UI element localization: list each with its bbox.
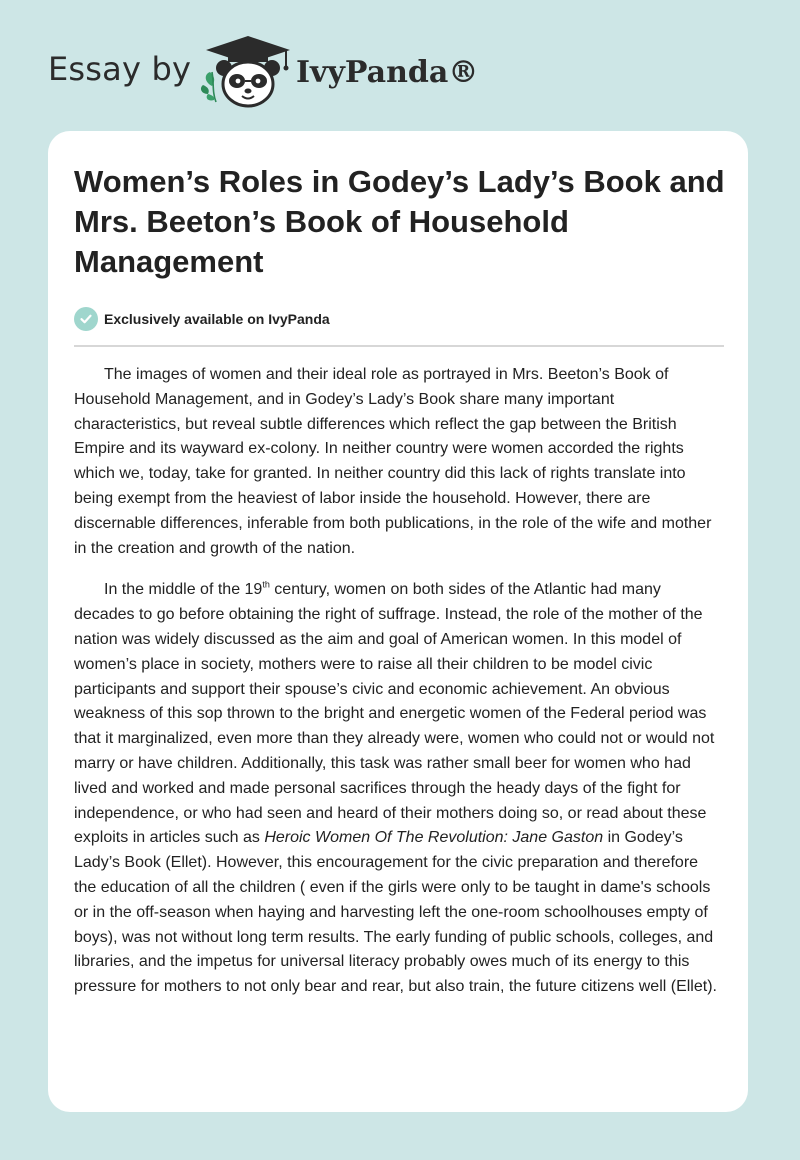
check-circle-icon <box>74 307 98 331</box>
site-header <box>0 0 800 120</box>
brand-name: IvyPanda® <box>296 55 479 90</box>
paragraph-text: in Godey’s Lady’s Book (Ellet). However, this encouragement for the civic preparation and therefore the education of all the children ( even if the girls were only to be taught in dame's schools or in the off-season when haying and harvesting left the one-room schoolhouses empty of boys), was not without long term results. The early funding of public schools, colleges, and libraries, and the impetus for universal literacy probably owes much of its energy to this pressure for mothers to not only bear and rear, but also train, the future citizens well (Ellet). <box>74 829 717 996</box>
exclusive-badge <box>74 306 330 332</box>
badge-label: Exclusively available on IvyPanda <box>104 311 330 327</box>
panda-graduation-cap-icon[interactable] <box>198 34 294 110</box>
divider <box>74 345 724 347</box>
brand-prefix: Essay by <box>48 50 192 88</box>
essay-title: Women’s Roles in Godey’s Lady’s Book and Mrs. Beeton’s Book of Household Management <box>74 164 725 279</box>
paragraph <box>74 578 724 1000</box>
paragraph-text: In the middle of the 19 <box>104 581 263 599</box>
paragraph-text: century, women on both sides of the Atlantic had many decades to go before obtaining the right of suffrage. Instead, the role of the mother of the nation was widely discussed as the aim and goal of American women. In this model of women’s place in society, mothers were to raise all their children to be model civic participants and support their spouse’s civic and economic achievement. An obvious weakness of this sop thrown to the bright and energetic women of the Federal period was that it marginalized, even more than they already were, women who could not or would not marry or have children. Additionally, this task was rather small beer for women who had lived and worked and made personal sacrifices through the heady days of the fight for independence, or who had seen and heard of their mothers doing so, or read about these exploits in articles such as <box>74 581 715 847</box>
essay-body <box>74 363 724 1017</box>
cited-article-title: Heroic Women Of The Revolution: Jane Gaston <box>264 829 604 847</box>
ordinal-superscript: th <box>262 580 270 591</box>
essay-card <box>48 131 748 1112</box>
paragraph: The images of women and their ideal role as portrayed in Mrs. Beeton’s Book of Household Management, and in Godey’s Lady’s Book share many important characteristics, but reveal subtle differences which reflect the gap between the British Empire and its wayward ex-colony. In neither country were women accorded the rights which we, today, take for granted. In neither country did this lack of rights translate into being exempt from the heaviest of labor inside the household. However, there are discernable differences, inferable from both publications, in the role of the wife and mother in the creation and growth of the nation. <box>74 366 712 557</box>
